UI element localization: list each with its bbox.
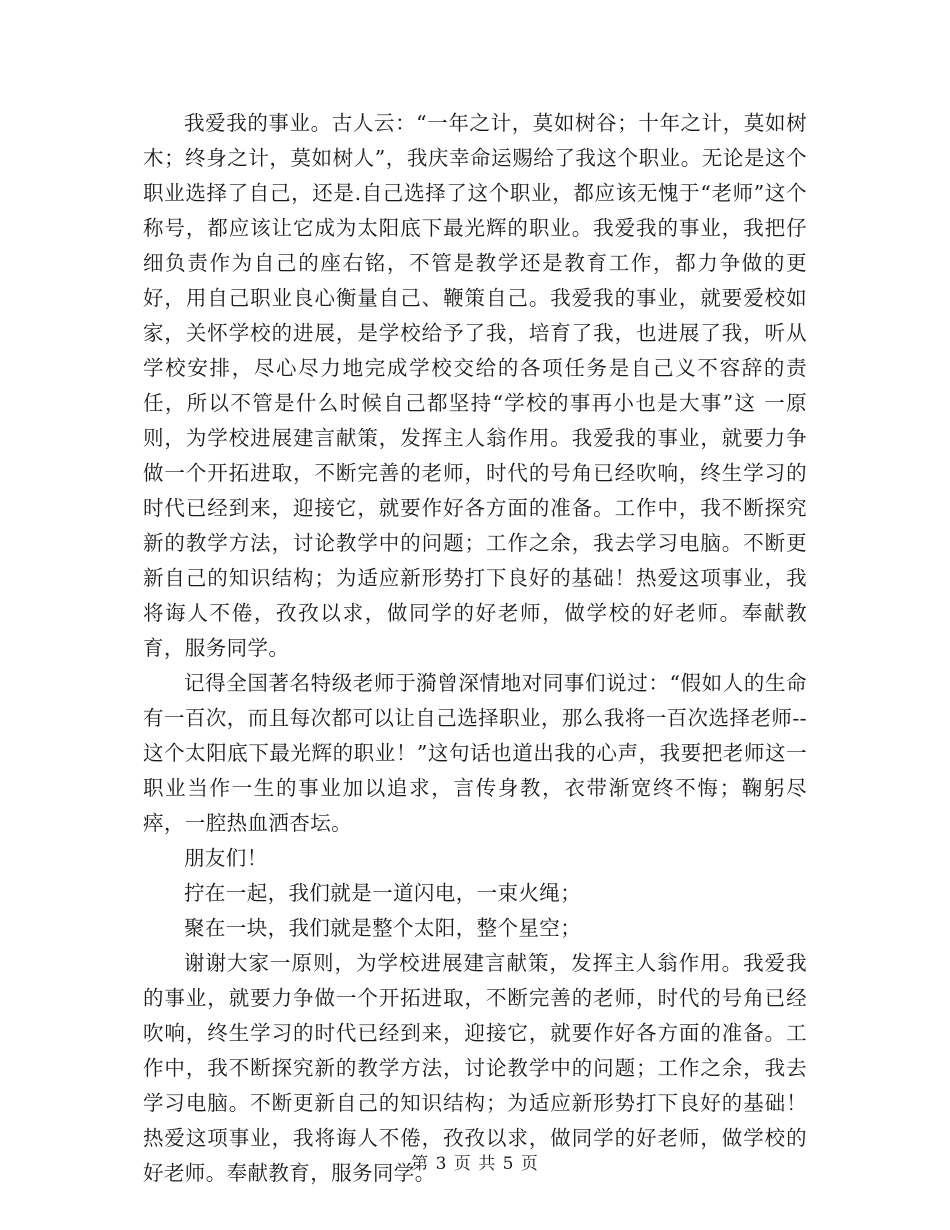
- paragraph-closing: 谢谢大家一原则，为学校进展建言献策，发挥主人翁作用。我爱我的事业，就要力争做一个开拓进取，不断完善的老师，时代的号角已经吹响，终生学习的时代已经到来，迎接它，就要作好各方面的准备。工作中，我不断探究新的教学方法，讨论教学中的问题；工作之余，我去学习电脑。不断更新自己的知识结构；为适应新形势打下良好的基础！热爱这项事业，我将诲人不倦，孜孜以求，做同学的好老师，做学校的好老师。奉献教育，服务同学。: [143, 951, 807, 1185]
- document-body: [143, 106, 807, 1191]
- paragraph-sun-line: 聚在一块，我们就是整个太阳，整个星空；: [184, 916, 582, 940]
- paragraph-quote-yuyi: 记得全国著名特级老师于漪曾深情地对同事们说过：“假如人的生命有一百次，而且每次都可以让自己选择职业，那么我将一百次选择老师--这个太阳底下最光辉的职业！”这句话也道出我的心声，我要把老师这一职业当作一生的事业加以追求，言传身教，衣带渐宽终不悔；鞠躬尽瘁，一腔热血洒杏坛。: [143, 671, 807, 835]
- paragraph-greeting: 朋友们！: [184, 846, 268, 870]
- page-footer: 第 3 页 共 5 页: [411, 1154, 539, 1174]
- paragraph-lightning-line: 拧在一起，我们就是一道闪电，一束火绳；: [184, 881, 582, 905]
- paragraph-dedication: 我爱我的事业。古人云：“一年之计，莫如树谷；十年之计，莫如树木；终身之计，莫如树人”，我庆幸命运赐给了我这个职业。无论是这个职业选择了自己，还是.自己选择了这个职业，都应该无愧于“老师”这个称号，都应该让它成为太阳底下最光辉的职业。我爱我的事业，我把仔细负责作为自己的座右铭，不管是教学还是教育工作，都力争做的更好，用自己职业良心衡量自己、鞭策自己。我爱我的事业，就要爱校如家，关怀学校的进展，是学校给予了我，培育了我，也进展了我，听从学校安排，尽心尽力地完成学校交给的各项任务是自己义不容辞的责任，所以不管是什么时候自己都坚持“学校的事再小也是大事”这 一原则，为学校进展建言献策，发挥主人翁作用。我爱我的事业，就要力争做一个开拓进取，不断完善的老师，时代的号角已经吹响，终生学习的时代已经到来，迎接它，就要作好各方面的准备。工作中，我不断探究新的教学方法，讨论教学中的问题；工作之余，我去学习电脑。不断更新自己的知识结构；为适应新形势打下良好的基础！热爱这项事业，我将诲人不倦，孜孜以求，做同学的好老师，做学校的好老师。奉献教育，服务同学。: [143, 111, 807, 660]
